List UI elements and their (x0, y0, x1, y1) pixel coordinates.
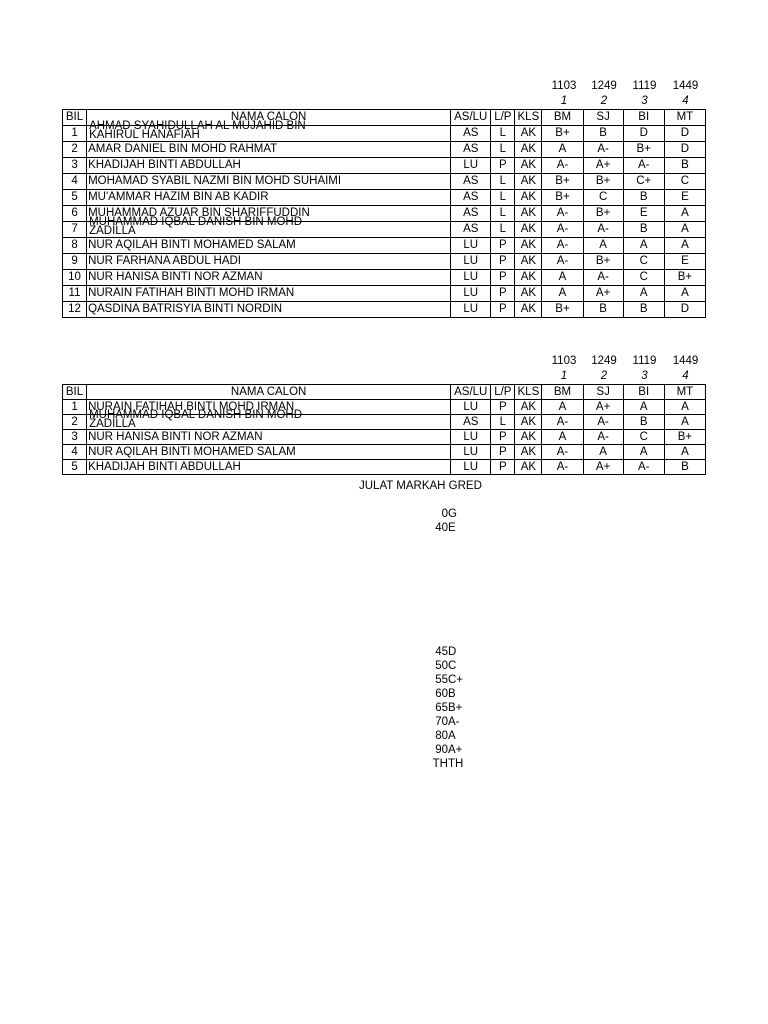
col-header-bil: BIL (63, 110, 87, 126)
subject-code: 1249 (591, 80, 617, 92)
grade-value: A- (448, 716, 460, 728)
cell-aslu: AS (451, 174, 491, 190)
subject-index-row (62, 369, 706, 384)
cell-mt: A (664, 415, 705, 430)
cell-sj: A+ (583, 286, 623, 302)
cell-bi: A (623, 238, 664, 254)
mark-value: 0 (441, 508, 448, 520)
cell-lp: L (491, 174, 515, 190)
grade-range-row (408, 757, 488, 771)
grade-range-row (408, 673, 488, 687)
table-row (63, 222, 706, 238)
cell-bil: 4 (63, 445, 87, 460)
cell-bi: B+ (623, 142, 664, 158)
col-header-nama-calon: NAMA CALON (87, 110, 451, 126)
results-table-1 (62, 109, 706, 318)
cell-aslu: LU (451, 238, 491, 254)
cell-bi: B (623, 222, 664, 238)
cell-kls: AK (515, 430, 542, 445)
cell-mt: E (664, 190, 705, 206)
cell-bil: 11 (63, 286, 87, 302)
cell-mt: B+ (664, 270, 705, 286)
subject-code: 1103 (551, 80, 577, 92)
grade-value: TH (448, 758, 464, 770)
cell-bil: 3 (63, 158, 87, 174)
cell-kls: AK (515, 286, 542, 302)
subject-index: 3 (641, 370, 648, 382)
candidate-name: NUR HANISA BINTI NOR AZMAN (87, 270, 451, 286)
cell-kls: AK (515, 158, 542, 174)
table-row (63, 270, 706, 286)
cell-bm: A- (542, 254, 583, 270)
mark-value: TH (432, 758, 448, 770)
cell-bi: A (623, 445, 664, 460)
col-header-mt: MT (664, 385, 705, 400)
grade-range-row (408, 729, 488, 743)
cell-mt: A (664, 286, 705, 302)
cell-lp: P (491, 286, 515, 302)
col-header-sj: SJ (583, 385, 623, 400)
grade-value: C+ (448, 674, 464, 686)
col-header-sj: SJ (583, 110, 623, 126)
subject-code: 1249 (591, 355, 617, 367)
cell-kls: AK (515, 190, 542, 206)
col-header-aslu: AS/LU (451, 385, 491, 400)
mark-value: 40 (435, 522, 448, 534)
cell-lp: P (491, 302, 515, 318)
subject-code: 1449 (672, 80, 699, 92)
cell-bm: A- (542, 460, 583, 475)
subject-index: 2 (600, 370, 608, 382)
cell-bil: 3 (63, 430, 87, 445)
grade-value: D (448, 646, 457, 658)
cell-mt: E (664, 254, 705, 270)
table-row (63, 430, 706, 445)
table-row (63, 415, 706, 430)
grade-range-title: JULAT MARKAH GRED (359, 480, 482, 492)
cell-aslu: LU (451, 254, 491, 270)
cell-lp: L (491, 126, 515, 142)
cell-aslu: LU (451, 430, 491, 445)
cell-kls: AK (515, 238, 542, 254)
cell-aslu: AS (451, 222, 491, 238)
cell-aslu: AS (451, 206, 491, 222)
cell-sj: A+ (583, 158, 623, 174)
cell-kls: AK (515, 254, 542, 270)
mark-value: 50 (435, 660, 448, 672)
cell-bm: A- (542, 222, 583, 238)
cell-sj: A- (583, 270, 623, 286)
cell-sj: A+ (583, 400, 623, 415)
cell-aslu: AS (451, 190, 491, 206)
cell-bi: B (623, 302, 664, 318)
mark-value: 70 (435, 716, 448, 728)
cell-bi: C (623, 430, 664, 445)
cell-sj: A- (583, 415, 623, 430)
cell-sj: A- (583, 142, 623, 158)
candidate-name: NUR FARHANA ABDUL HADI (87, 254, 451, 270)
cell-bm: A (542, 400, 583, 415)
cell-mt: B (664, 460, 705, 475)
cell-sj: B+ (583, 206, 623, 222)
cell-mt: C (664, 174, 705, 190)
cell-mt: A (664, 222, 705, 238)
candidate-name: NUR HANISA BINTI NOR AZMAN (87, 430, 451, 445)
table-row (63, 142, 706, 158)
subject-index: 4 (682, 370, 689, 382)
grade-value: A+ (448, 744, 463, 756)
subject-code: 1103 (551, 355, 577, 367)
cell-bil: 1 (63, 126, 87, 142)
cell-bil: 5 (63, 190, 87, 206)
cell-mt: A (664, 445, 705, 460)
cell-sj: B (583, 126, 623, 142)
col-header-kls: KLS (515, 385, 542, 400)
cell-kls: AK (515, 142, 542, 158)
candidate-name: QASDINA BATRISYIA BINTI NORDIN (87, 302, 451, 318)
mark-value: 80 (435, 730, 448, 742)
grade-value: C (448, 660, 457, 672)
cell-mt: A (664, 206, 705, 222)
cell-bi: A- (623, 158, 664, 174)
cell-aslu: LU (451, 270, 491, 286)
cell-kls: AK (515, 174, 542, 190)
subject-index: 2 (600, 95, 608, 107)
cell-lp: L (491, 222, 515, 238)
cell-sj: A- (583, 222, 623, 238)
grade-range-row (408, 507, 488, 521)
cell-kls: AK (515, 460, 542, 475)
grade-value: B (448, 688, 456, 700)
table-row (63, 238, 706, 254)
mark-value: 65 (435, 702, 448, 714)
grade-range-row (408, 743, 488, 757)
subject-code: 1119 (632, 80, 657, 92)
candidate-name: KHADIJAH BINTI ABDULLAH (87, 158, 451, 174)
cell-kls: AK (515, 270, 542, 286)
cell-bi: C (623, 270, 664, 286)
cell-bi: C (623, 254, 664, 270)
col-header-nama-calon: NAMA CALON (87, 385, 451, 400)
table-row (63, 254, 706, 270)
table-row (63, 158, 706, 174)
cell-sj: B (583, 302, 623, 318)
grade-range-row (408, 715, 488, 729)
grade-range-row (408, 645, 488, 659)
cell-bi: C+ (623, 174, 664, 190)
table-header-row (63, 385, 706, 400)
cell-lp: L (491, 206, 515, 222)
cell-lp: P (491, 460, 515, 475)
cell-bm: B+ (542, 190, 583, 206)
candidate-name: AHMAD SYAHIDULLAH AL MUJAHID BIN KAHIRUL HANAFIAH (89, 120, 306, 141)
cell-bm: A (542, 286, 583, 302)
candidate-name: NUR AQILAH BINTI MOHAMED SALAM (87, 238, 451, 254)
mark-value: 45 (435, 646, 448, 658)
cell-aslu: AS (451, 415, 491, 430)
candidate-name: MOHAMAD SYABIL NAZMI BIN MOHD SUHAIMI (87, 174, 451, 190)
col-header-bm: BM (542, 385, 583, 400)
col-header-bi: BI (623, 385, 664, 400)
grade-range-bottom-list (408, 645, 488, 771)
candidate-name: MUHAMMAD IQBAL DANISH BIN MOHD ZADILLA (89, 409, 303, 430)
cell-name (87, 216, 451, 238)
cell-bil: 7 (63, 222, 87, 238)
cell-sj: C (583, 190, 623, 206)
cell-bm: A- (542, 445, 583, 460)
cell-bi: A (623, 286, 664, 302)
table-row (63, 302, 706, 318)
cell-lp: P (491, 445, 515, 460)
cell-lp: P (491, 400, 515, 415)
subject-index: 1 (560, 95, 568, 107)
cell-kls: AK (515, 302, 542, 318)
candidate-name: AMAR DANIEL BIN MOHD RAHMAT (87, 142, 451, 158)
grade-range-row (408, 687, 488, 701)
cell-name (87, 120, 451, 142)
result-sheet-1 (62, 79, 706, 318)
cell-bi: A- (623, 460, 664, 475)
cell-mt: D (664, 126, 705, 142)
candidate-name: MUHAMMAD IQBAL DANISH BIN MOHD ZADILLA (89, 216, 303, 237)
subject-codes-row (62, 79, 706, 94)
grade-range-row (408, 521, 488, 535)
subject-code: 1449 (672, 355, 699, 367)
grade-value: E (448, 522, 456, 534)
subject-index: 4 (682, 95, 689, 107)
subject-index: 1 (560, 370, 568, 382)
cell-lp: P (491, 254, 515, 270)
cell-kls: AK (515, 222, 542, 238)
cell-bil: 2 (63, 142, 87, 158)
cell-aslu: LU (451, 445, 491, 460)
cell-bm: A (542, 430, 583, 445)
cell-aslu: LU (451, 286, 491, 302)
col-header-bil: BIL (63, 385, 87, 400)
cell-bi: A (623, 400, 664, 415)
cell-bm: A- (542, 206, 583, 222)
cell-bi: D (623, 126, 664, 142)
cell-lp: P (491, 270, 515, 286)
cell-bm: B+ (542, 174, 583, 190)
grade-range-row (408, 701, 488, 715)
cell-bil: 1 (63, 400, 87, 415)
table-row (63, 445, 706, 460)
candidate-name: NURAIN FATIHAH BINTI MOHD IRMAN (87, 286, 451, 302)
cell-lp: P (491, 158, 515, 174)
cell-bi: E (623, 206, 664, 222)
cell-aslu: LU (451, 302, 491, 318)
col-header-aslu: AS/LU (451, 110, 491, 126)
cell-aslu: LU (451, 460, 491, 475)
cell-kls: AK (515, 126, 542, 142)
col-header-bi: BI (623, 110, 664, 126)
table-row (63, 286, 706, 302)
candidate-name: NURAIN FATIHAH BINTI MOHD IRMAN (87, 400, 451, 415)
cell-lp: L (491, 415, 515, 430)
cell-bil: 6 (63, 206, 87, 222)
cell-lp: P (491, 238, 515, 254)
grade-range-row (408, 659, 488, 673)
cell-bil: 10 (63, 270, 87, 286)
table-row (63, 190, 706, 206)
cell-sj: A+ (583, 460, 623, 475)
cell-mt: A (664, 238, 705, 254)
cell-mt: A (664, 400, 705, 415)
cell-mt: B (664, 158, 705, 174)
mark-value: 90 (435, 744, 448, 756)
grade-value: A (448, 730, 456, 742)
cell-sj: A (583, 238, 623, 254)
cell-kls: AK (515, 445, 542, 460)
cell-bil: 12 (63, 302, 87, 318)
cell-lp: L (491, 142, 515, 158)
cell-sj: A- (583, 430, 623, 445)
cell-bil: 9 (63, 254, 87, 270)
table-row (63, 174, 706, 190)
col-header-lp: L/P (491, 110, 515, 126)
candidate-name: NUR AQILAH BINTI MOHAMED SALAM (87, 445, 451, 460)
cell-bm: A (542, 270, 583, 286)
candidate-name: KHADIJAH BINTI ABDULLAH (87, 460, 451, 475)
result-sheet-2 (62, 354, 706, 475)
table-row (63, 126, 706, 142)
cell-mt: D (664, 302, 705, 318)
grade-value: B+ (448, 702, 463, 714)
cell-bil: 5 (63, 460, 87, 475)
cell-bi: B (623, 415, 664, 430)
cell-bm: B+ (542, 126, 583, 142)
cell-aslu: AS (451, 126, 491, 142)
candidate-name: MUHAMMAD AZUAR BIN SHARIFFUDDIN (87, 206, 451, 222)
col-header-bm: BM (542, 110, 583, 126)
cell-bil: 8 (63, 238, 87, 254)
cell-bm: A- (542, 158, 583, 174)
cell-aslu: AS (451, 142, 491, 158)
cell-bil: 4 (63, 174, 87, 190)
cell-kls: AK (515, 415, 542, 430)
cell-kls: AK (515, 206, 542, 222)
cell-aslu: LU (451, 400, 491, 415)
grade-value: G (448, 508, 457, 520)
subject-index: 3 (641, 95, 648, 107)
results-table-2 (62, 384, 706, 475)
cell-sj: B+ (583, 174, 623, 190)
cell-bil: 2 (63, 415, 87, 430)
cell-aslu: LU (451, 158, 491, 174)
cell-mt: D (664, 142, 705, 158)
cell-mt: B+ (664, 430, 705, 445)
cell-bm: A- (542, 238, 583, 254)
cell-bi: B (623, 190, 664, 206)
cell-lp: P (491, 430, 515, 445)
cell-lp: L (491, 190, 515, 206)
col-header-kls: KLS (515, 110, 542, 126)
candidate-name: MU'AMMAR HAZIM BIN AB KADIR (87, 190, 451, 206)
cell-bm: A (542, 142, 583, 158)
cell-sj: B+ (583, 254, 623, 270)
cell-bm: B+ (542, 302, 583, 318)
mark-value: 60 (435, 688, 448, 700)
grade-range-top-list (408, 507, 488, 535)
subject-index-row (62, 94, 706, 109)
subject-code: 1119 (632, 355, 657, 367)
mark-value: 55 (435, 674, 448, 686)
cell-name (87, 409, 451, 430)
cell-bm: A- (542, 415, 583, 430)
subject-codes-row (62, 354, 706, 369)
table-row (63, 460, 706, 475)
cell-sj: A (583, 445, 623, 460)
cell-kls: AK (515, 400, 542, 415)
col-header-mt: MT (664, 110, 705, 126)
col-header-lp: L/P (491, 385, 515, 400)
